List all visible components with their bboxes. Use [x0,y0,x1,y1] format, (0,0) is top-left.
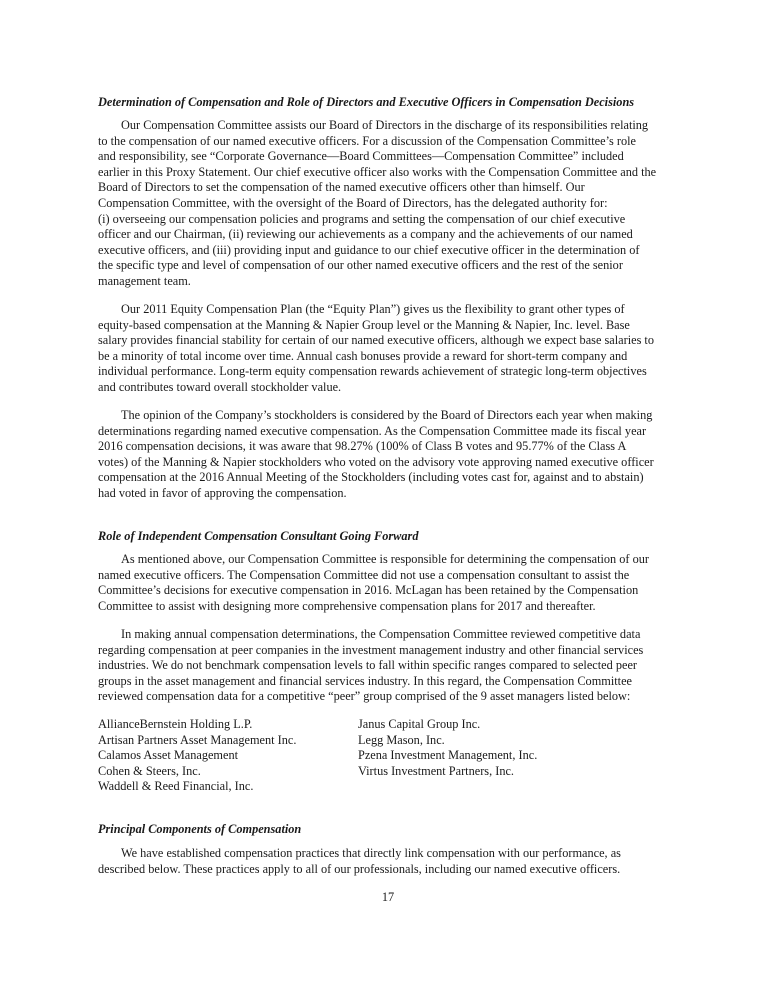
text-line: equity-based compensation at the Manning & Napier Group level or the Manning & Napier, Inc. level. Base [98,317,630,332]
text-line: regarding compensation at peer companies in the investment management industry and other financial services [98,642,644,657]
text-line: In making annual compensation determinations, the Compensation Committee reviewed competitive data [121,627,641,641]
text-line: Our Compensation Committee assists our Board of Directors in the discharge of its responsibilities relating [121,118,649,132]
text-line: individual performance. Long-term equity compensation rewards achievement of strategic long-term objectives [98,364,647,379]
text-line: Board of Directors to set the compensation of the named executive officers other than himself. Our [98,180,585,195]
peer-company: Waddell & Reed Financial, Inc. [98,779,254,794]
text-line: Our 2011 Equity Compensation Plan (the “Equity Plan”) gives us the flexibility to grant other types of [121,302,625,316]
text-line: executive officers, and (iii) providing input and guidance to our chief executive officer in the determination of [98,242,640,257]
text-line: had voted in favor of approving the compensation. [98,485,347,500]
text-line: and responsibility, see “Corporate Governance—Board Committees—Compensation Committee” included [98,149,624,164]
text-line: determinations regarding named executive compensation. As the Compensation Committee made its fiscal year [98,423,647,438]
paragraph-stockholder-opinion [98,408,688,502]
text-line: officer and our Chairman, (ii) reviewing our achievements as a company and the achievements of our named [98,227,633,242]
text-line: earlier in this Proxy Statement. Our chief executive officer also works with the Compensation Committee and the [98,164,657,179]
text-line: The opinion of the Company’s stockholders is considered by the Board of Directors each year when making [121,408,653,422]
peer-company: Pzena Investment Management, Inc. [358,748,538,763]
section-heading-determination-of-compensation: Determination of Compensation and Role of Directors and Executive Officers in Compensation Decisions [98,95,635,109]
text-line: industries. We do not benchmark compensation levels to fall within specific ranges compared to selected peer [98,658,637,673]
text-line: Committee’s decisions for executive compensation in 2016. McLagan has been retained by the Compensation [98,583,639,598]
text-line: salary provides financial stability for certain of our named executive officers, although we expect base salaries to [98,333,654,348]
text-line: described below. These practices apply to all of our professionals, including our named executive officers. [98,861,621,876]
section-heading-independent-consultant: Role of Independent Compensation Consultant Going Forward [98,529,419,543]
text-line: named executive officers. The Compensation Committee did not use a compensation consultant to assist the [98,567,630,582]
text-line: groups in the asset management and financial services industry. In this regard, the Compensation Committee [98,673,632,688]
peer-company: Calamos Asset Management [98,748,239,763]
peer-company: AllianceBernstein Holding L.P. [98,717,253,731]
text-line: and contributes toward overall stockholder value. [98,379,342,394]
paragraph-compensation-committee-role [98,118,688,290]
peer-company: Janus Capital Group Inc. [358,717,481,731]
text-line: (i) overseeing our compensation policies and programs and setting the compensation of our chief executive [98,211,626,226]
text-line: be a minority of total income over time. Annual cash bonuses provide a reward for short-term company and [98,348,628,363]
text-line: Committee to assist with designing more comprehensive compensation plans for 2017 and thereafter. [98,598,596,613]
peer-company: Artisan Partners Asset Management Inc. [98,732,297,747]
paragraph-equity-plan [98,302,688,396]
text-line: management team. [98,273,191,288]
peer-list-left [98,717,296,795]
paragraph-principal-components [98,846,688,877]
peer-company: Cohen & Steers, Inc. [98,763,201,778]
text-line: votes) of the Manning & Napier stockholders who voted on the advisory vote approving named executive officer [98,454,654,469]
text-line: compensation at the 2016 Annual Meeting of the Stockholders (including votes cast for, against and to abstain) [98,470,644,485]
paragraph-consultant [98,552,688,614]
text-line: the specific type and level of compensation of our other named executive officers and the rest of the senior [98,258,623,273]
peer-company: Virtus Investment Partners, Inc. [358,763,515,778]
peer-company: Legg Mason, Inc. [358,732,445,747]
text-line: Compensation Committee, with the oversight of the Board of Directors, has the delegated authority for: [98,195,608,210]
text-line: We have established compensation practices that directly link compensation with our performance, as [121,846,621,860]
text-line: 2016 compensation decisions, it was aware that 98.27% (100% of Class B votes and 95.77% of the Class A [98,439,627,454]
text-line: As mentioned above, our Compensation Committee is responsible for determining the compensation of our [121,552,649,566]
page-number: 17 [381,890,395,904]
text-line: to the compensation of our named executive officers. For a discussion of the Compensation Committee’s role [98,133,636,148]
section-heading-principal-components: Principal Components of Compensation [98,822,302,836]
text-line: reviewed compensation data for a competitive “peer” group comprised of the 9 asset managers listed below: [98,689,631,704]
peer-list-right [358,717,537,779]
paragraph-peer-review [98,627,688,705]
